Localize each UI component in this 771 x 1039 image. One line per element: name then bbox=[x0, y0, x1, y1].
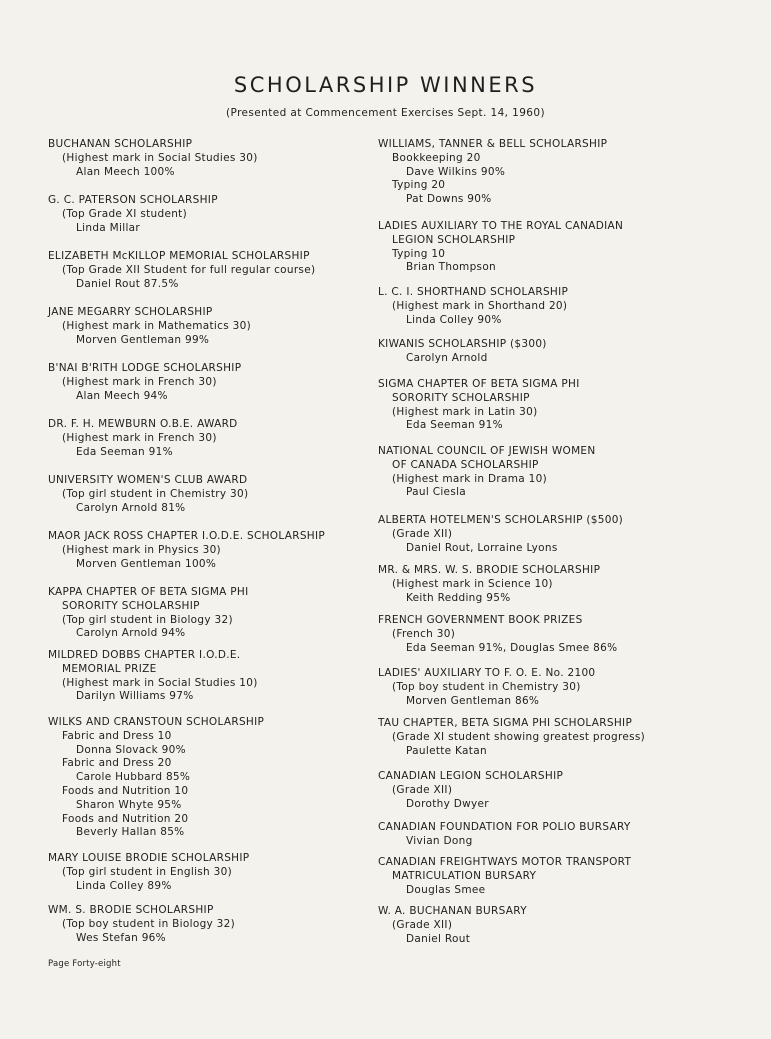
award-entry bbox=[378, 821, 631, 849]
award-entry bbox=[378, 614, 617, 655]
award-detail: (Highest mark in Science 10) bbox=[392, 577, 553, 590]
award-winner: Brian Thompson bbox=[406, 261, 496, 274]
award-entry bbox=[378, 770, 563, 811]
award-title: L. C. I. SHORTHAND SCHOLARSHIP bbox=[378, 286, 569, 298]
award-detail: (Highest mark in Shorthand 20) bbox=[392, 299, 568, 312]
award-title: WILLIAMS, TANNER & BELL SCHOLARSHIP bbox=[378, 138, 608, 150]
award-title: MR. & MRS. W. S. BRODIE SCHOLARSHIP bbox=[378, 564, 601, 576]
award-winner: Daniel Rout, Lorraine Lyons bbox=[406, 541, 558, 554]
award-winner: Eda Seeman 91% bbox=[406, 419, 503, 432]
award-title: ALBERTA HOTELMEN'S SCHOLARSHIP ($500) bbox=[378, 514, 624, 526]
award-entry bbox=[48, 904, 235, 945]
award-title: BUCHANAN SCHOLARSHIP bbox=[48, 138, 193, 150]
award-detail: (Highest mark in Social Studies 30) bbox=[62, 151, 258, 164]
award-detail: (Highest mark in French 30) bbox=[62, 431, 217, 444]
award-title: WILKS AND CRANSTOUN SCHOLARSHIP bbox=[48, 716, 265, 728]
award-title: MILDRED DOBBS CHAPTER I.O.D.E. bbox=[48, 649, 241, 661]
award-title: NATIONAL COUNCIL OF JEWISH WOMEN bbox=[378, 445, 596, 457]
award-winner: Alan Meech 100% bbox=[76, 165, 175, 178]
award-winner: Paul Ciesla bbox=[406, 486, 467, 499]
award-winner: Keith Redding 95% bbox=[406, 591, 511, 604]
award-winner: Dorothy Dwyer bbox=[406, 797, 489, 810]
award-winner: Daniel Rout bbox=[406, 932, 471, 945]
award-detail: MATRICULATION BURSARY bbox=[392, 869, 537, 882]
award-winner: Donna Slovack 90% bbox=[76, 743, 186, 756]
award-detail: Typing 20 bbox=[392, 179, 446, 192]
award-detail: (Top girl student in Biology 32) bbox=[62, 613, 233, 626]
award-detail: (Grade XII) bbox=[392, 918, 453, 931]
award-detail: (Top boy student in Chemistry 30) bbox=[392, 680, 581, 693]
award-winner: Alan Meech 94% bbox=[76, 389, 168, 402]
award-winner: Daniel Rout 87.5% bbox=[76, 277, 179, 290]
award-title: DR. F. H. MEWBURN O.B.E. AWARD bbox=[48, 418, 238, 430]
award-winner: Carole Hubbard 85% bbox=[76, 771, 191, 784]
award-entry bbox=[378, 905, 527, 946]
award-winner: Morven Gentleman 86% bbox=[406, 694, 540, 707]
award-detail: LEGION SCHOLARSHIP bbox=[392, 233, 516, 246]
award-entry bbox=[48, 418, 238, 459]
award-detail: (Highest mark in Physics 30) bbox=[62, 543, 221, 556]
award-title: KIWANIS SCHOLARSHIP ($300) bbox=[378, 338, 547, 350]
award-winner: Linda Colley 89% bbox=[76, 879, 172, 892]
award-winner: Eda Seeman 91% bbox=[76, 445, 173, 458]
award-winner: Dave Wilkins 90% bbox=[406, 165, 506, 178]
award-detail: SORORITY SCHOLARSHIP bbox=[392, 391, 530, 404]
award-title: MARY LOUISE BRODIE SCHOLARSHIP bbox=[48, 852, 250, 864]
award-winner: Wes Stefan 96% bbox=[76, 931, 166, 944]
award-entry bbox=[378, 220, 623, 275]
award-entry bbox=[48, 649, 258, 704]
award-detail: (Top Grade XII Student for full regular course) bbox=[62, 263, 316, 276]
award-entry bbox=[48, 474, 248, 515]
award-detail: Fabric and Dress 20 bbox=[62, 757, 172, 770]
award-detail: Fabric and Dress 10 bbox=[62, 729, 172, 742]
award-winner: Linda Millar bbox=[76, 221, 141, 234]
award-winner: Darilyn Williams 97% bbox=[76, 690, 194, 703]
award-detail: (French 30) bbox=[392, 627, 456, 640]
award-detail: Typing 10 bbox=[392, 247, 446, 260]
award-detail: Bookkeeping 20 bbox=[392, 151, 481, 164]
award-winner: Linda Colley 90% bbox=[406, 313, 502, 326]
award-entry bbox=[48, 250, 315, 291]
award-winner: Paulette Katan bbox=[406, 744, 487, 757]
award-winner: Pat Downs 90% bbox=[406, 193, 492, 206]
award-winner: Beverly Hallan 85% bbox=[76, 826, 185, 839]
page-subtitle: (Presented at Commencement Exercises Sept. 14, 1960) bbox=[226, 107, 545, 119]
award-title: SIGMA CHAPTER OF BETA SIGMA PHI bbox=[378, 378, 580, 390]
award-entry bbox=[378, 286, 568, 327]
award-entry bbox=[48, 586, 249, 641]
award-winner: Douglas Smee bbox=[406, 883, 486, 896]
award-winner: Morven Gentleman 100% bbox=[76, 557, 217, 570]
award-detail: MEMORIAL PRIZE bbox=[62, 662, 157, 675]
award-detail: (Top boy student in Biology 32) bbox=[62, 917, 236, 930]
award-winner: Carolyn Arnold 81% bbox=[76, 501, 186, 514]
award-detail: SORORITY SCHOLARSHIP bbox=[62, 599, 200, 612]
award-entry bbox=[48, 362, 241, 403]
award-winner: Eda Seeman 91%, Douglas Smee 86% bbox=[406, 641, 618, 654]
award-entry bbox=[378, 338, 547, 366]
award-title: B'NAI B'RITH LODGE SCHOLARSHIP bbox=[48, 362, 242, 374]
award-title: W. A. BUCHANAN BURSARY bbox=[378, 905, 527, 917]
award-detail: (Highest mark in Social Studies 10) bbox=[62, 676, 258, 689]
award-detail: (Highest mark in Mathematics 30) bbox=[62, 319, 251, 332]
award-winner: Morven Gentleman 99% bbox=[76, 333, 210, 346]
award-detail: (Highest mark in Latin 30) bbox=[392, 405, 538, 418]
award-entry bbox=[378, 717, 645, 758]
award-detail: OF CANADA SCHOLARSHIP bbox=[392, 458, 539, 471]
award-entry bbox=[378, 856, 631, 897]
award-title: MAOR JACK ROSS CHAPTER I.O.D.E. SCHOLARSHIP bbox=[48, 530, 326, 542]
award-entry bbox=[48, 852, 249, 893]
award-title: LADIES' AUXILIARY TO F. O. E. No. 2100 bbox=[378, 667, 596, 679]
award-winner: Carolyn Arnold bbox=[406, 351, 488, 364]
award-entry bbox=[378, 667, 595, 708]
award-detail: (Grade XII) bbox=[392, 527, 453, 540]
award-entry bbox=[48, 716, 264, 840]
award-winner: Vivian Dong bbox=[406, 834, 473, 847]
award-detail: (Top girl student in Chemistry 30) bbox=[62, 487, 249, 500]
award-detail: (Grade XI student showing greatest progress) bbox=[392, 730, 646, 743]
award-detail: (Highest mark in Drama 10) bbox=[392, 472, 548, 485]
award-entry bbox=[378, 445, 596, 500]
page-title: SCHOLARSHIP WINNERS bbox=[233, 73, 538, 97]
award-entry bbox=[48, 194, 218, 235]
award-title: TAU CHAPTER, BETA SIGMA PHI SCHOLARSHIP bbox=[378, 717, 633, 729]
award-detail: Foods and Nutrition 20 bbox=[62, 812, 189, 825]
award-detail: (Top girl student in English 30) bbox=[62, 865, 233, 878]
award-title: CANADIAN FOUNDATION FOR POLIO BURSARY bbox=[378, 821, 631, 833]
award-winner: Carolyn Arnold 94% bbox=[76, 627, 186, 640]
award-winner: Sharon Whyte 95% bbox=[76, 798, 182, 811]
award-title: CANADIAN LEGION SCHOLARSHIP bbox=[378, 770, 564, 782]
award-title: UNIVERSITY WOMEN'S CLUB AWARD bbox=[48, 474, 248, 486]
award-detail: (Grade XII) bbox=[392, 783, 453, 796]
award-title: KAPPA CHAPTER OF BETA SIGMA PHI bbox=[48, 586, 249, 598]
award-detail: (Top Grade XI student) bbox=[62, 207, 187, 220]
award-title: WM. S. BRODIE SCHOLARSHIP bbox=[48, 904, 214, 916]
award-title: ELIZABETH McKILLOP MEMORIAL SCHOLARSHIP bbox=[48, 250, 310, 262]
award-entry bbox=[48, 138, 258, 179]
award-detail: (Highest mark in French 30) bbox=[62, 375, 217, 388]
award-title: G. C. PATERSON SCHOLARSHIP bbox=[48, 194, 218, 206]
award-title: JANE MEGARRY SCHOLARSHIP bbox=[48, 306, 213, 318]
award-title: FRENCH GOVERNMENT BOOK PRIZES bbox=[378, 614, 583, 626]
award-entry bbox=[378, 138, 607, 207]
award-entry bbox=[378, 378, 580, 433]
award-title: LADIES AUXILIARY TO THE ROYAL CANADIAN bbox=[378, 220, 624, 232]
award-detail: Foods and Nutrition 10 bbox=[62, 784, 189, 797]
page-footer: Page Forty-eight bbox=[48, 959, 121, 969]
award-entry bbox=[48, 306, 251, 347]
award-title: CANADIAN FREIGHTWAYS MOTOR TRANSPORT bbox=[378, 856, 632, 868]
award-entry bbox=[378, 514, 623, 555]
award-entry bbox=[378, 564, 600, 605]
award-entry bbox=[48, 530, 325, 571]
